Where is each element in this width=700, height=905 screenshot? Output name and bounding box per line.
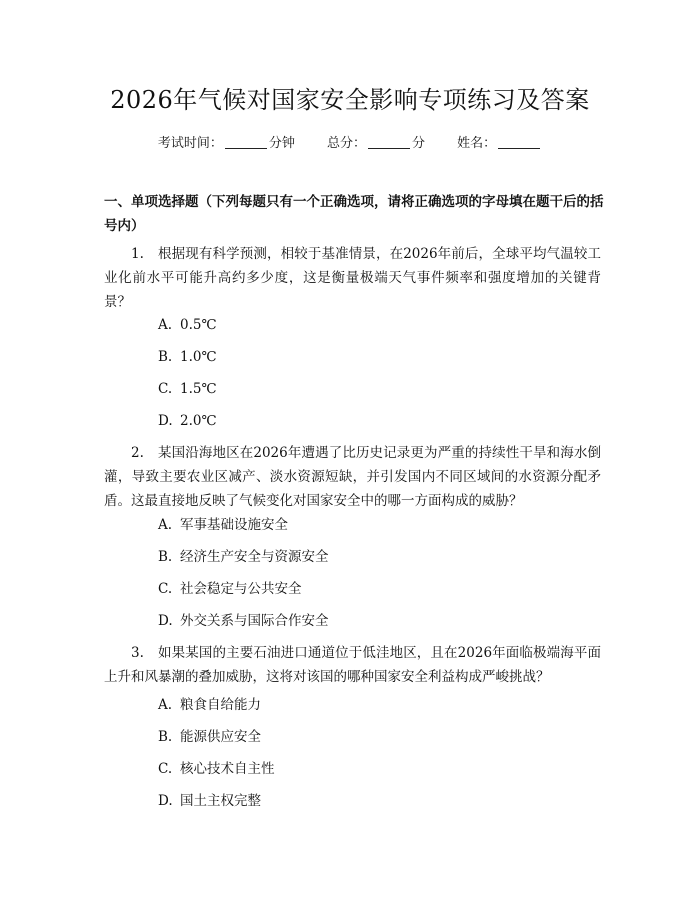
- student-name-field: [457, 136, 542, 151]
- option-letter: C.: [158, 761, 173, 777]
- question-number: 1.: [131, 246, 144, 262]
- option-letter: D.: [158, 413, 173, 429]
- question-3-option-d: [158, 789, 261, 813]
- exam-time-blank: [225, 148, 267, 149]
- question-1-option-d: [158, 409, 217, 433]
- option-letter: A.: [158, 697, 173, 713]
- question-2-option-c: [158, 577, 302, 601]
- option-text: 社会稳定与公共安全: [180, 581, 302, 597]
- question-3-option-a: [158, 693, 261, 717]
- option-letter: A.: [158, 517, 173, 533]
- question-3: [104, 641, 601, 689]
- exam-time-field: [158, 136, 299, 151]
- option-text: 能源供应安全: [180, 729, 261, 745]
- section-heading: 一、单项选择题（下列每题只有一个正确选项，请将正确选项的字母填在题干后的括号内）: [104, 194, 604, 234]
- exam-time-unit: 分钟: [268, 136, 295, 151]
- question-2-option-b: [158, 545, 329, 569]
- option-text: 1.5℃: [180, 381, 217, 397]
- total-score-label: 总分：: [326, 136, 366, 151]
- option-text: 粮食自给能力: [180, 697, 261, 713]
- total-score-unit: 分: [412, 136, 426, 151]
- question-text: 根据现有科学预测，相较于基准情景，在2026年前后，全球平均气温较工业化前水平可能升高约多少度，这是衡量极端天气事件频率和强度增加的关键背景？: [104, 246, 601, 310]
- student-name-label: 姓名：: [457, 136, 497, 151]
- student-name-blank: [498, 148, 540, 149]
- option-text: 外交关系与国际合作安全: [180, 613, 329, 629]
- question-2: [104, 441, 601, 513]
- question-1-option-c: [158, 377, 217, 401]
- question-1-option-a: [158, 313, 217, 337]
- option-text: 0.5℃: [180, 317, 217, 333]
- option-letter: B.: [158, 549, 173, 565]
- option-text: 2.0℃: [180, 413, 217, 429]
- option-letter: D.: [158, 613, 173, 629]
- page-title: 2026年气候对国家安全影响专项练习及答案: [110, 86, 590, 114]
- total-score-blank: [368, 148, 410, 149]
- total-score-field: [327, 136, 429, 151]
- question-2-option-a: [158, 513, 288, 537]
- question-2-option-d: [158, 609, 329, 633]
- option-letter: B.: [158, 729, 173, 745]
- question-number: 2.: [131, 445, 144, 461]
- option-letter: A.: [158, 317, 173, 333]
- exam-time-label: 考试时间：: [157, 136, 223, 151]
- question-text: 如果某国的主要石油进口通道位于低洼地区，且在2026年面临极端海平面上升和风暴潮的叠加威胁，这将对该国的哪种国家安全利益构成严峻挑战？: [104, 645, 601, 685]
- question-1-option-b: [158, 345, 217, 369]
- option-letter: C.: [158, 381, 173, 397]
- question-3-option-b: [158, 725, 261, 749]
- question-1: [104, 242, 601, 314]
- option-letter: D.: [158, 793, 173, 809]
- option-text: 核心技术自主性: [180, 761, 275, 777]
- option-text: 经济生产安全与资源安全: [180, 549, 329, 565]
- option-text: 1.0℃: [180, 349, 217, 365]
- question-3-option-c: [158, 757, 275, 781]
- option-text: 国土主权完整: [180, 793, 261, 809]
- question-text: 某国沿海地区在2026年遭遇了比历史记录更为严重的持续性干旱和海水倒灌，导致主要农业区减产、淡水资源短缺，并引发国内不同区域间的水资源分配矛盾。这最直接地反映了气候变化对国家安全中的哪一方面构成的威胁？: [104, 445, 601, 509]
- option-text: 军事基础设施安全: [180, 517, 288, 533]
- option-letter: B.: [158, 349, 173, 365]
- option-letter: C.: [158, 581, 173, 597]
- exam-info-line: [0, 132, 700, 151]
- question-number: 3.: [131, 645, 144, 661]
